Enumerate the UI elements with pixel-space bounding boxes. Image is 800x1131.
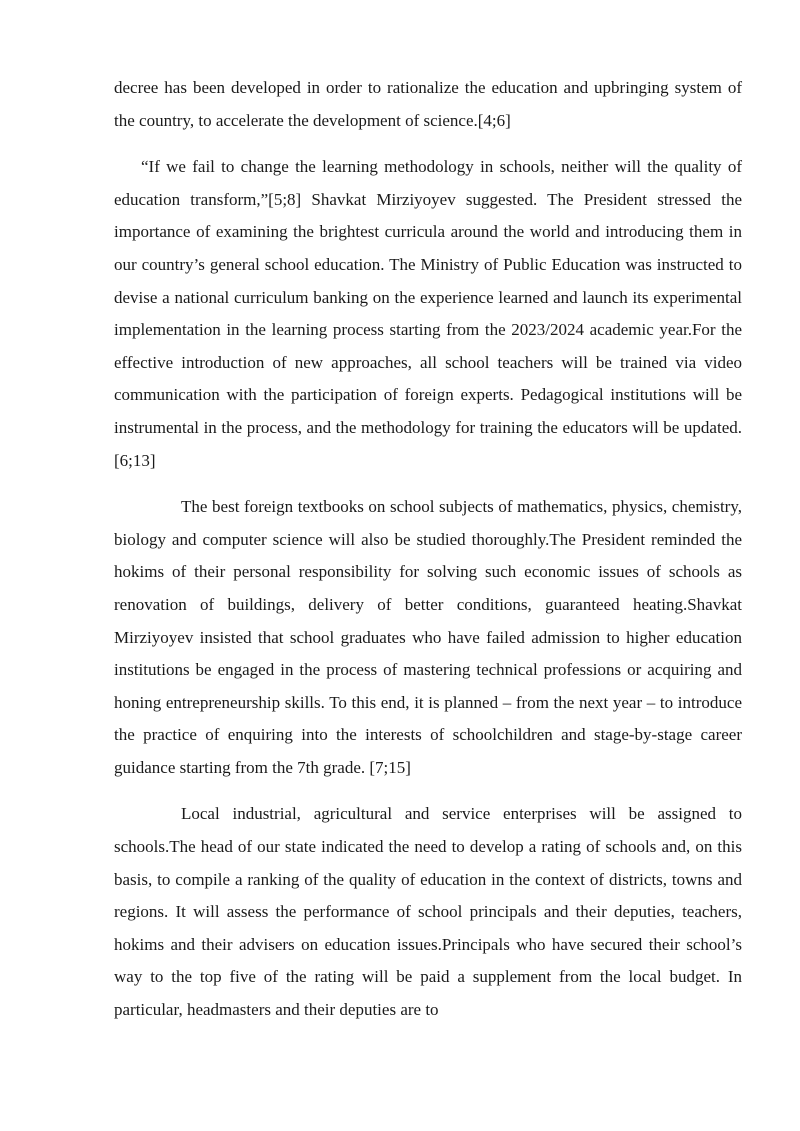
paragraph-decree: decree has been developed in order to rationalize the education and upbringing system of the country, to accelerate the development of science.[4;6] [114,78,742,130]
paragraph-local-enterprises: Local industrial, agricultural and service enterprises will be assigned to schools.The head of our state indicated the need to develop a rating of schools and, on this basis, to compile a ranking of the quality of education in the context of districts, towns and regions. It will assess the performance of school principals and their deputies, teachers, hokims and their advisers on education issues.Principals who have secured their school’s way to the top five of the rating will be paid a supplement from the local budget. In particular, headmasters and their deputies are to [114,804,742,1020]
document-page [114,72,742,1027]
paragraph-foreign-textbooks: The best foreign textbooks on school subjects of mathematics, physics, chemistry, biology and computer science will also be studied thoroughly.The President reminded the hokims of their personal responsibility for solving such economic issues of schools as renovation of buildings, delivery of better conditions, guaranteed heating.Shavkat Mirziyoyev insisted that school graduates who have failed admission to higher education institutions be engaged in the process of mastering technical professions or acquiring and honing entrepreneurship skills. To this end, it is planned – from the next year – to introduce the practice of enquiring into the interests of schoolchildren and stage-by-stage career guidance starting from the 7th grade. [7;15] [114,497,742,777]
paragraph-quote-methodology: “If we fail to change the learning methodology in schools, neither will the quality of education transform,”[5;8] Shavkat Mirziyoyev suggested. The President stressed the importance of examining the brightest curricula around the world and introducing them in our country’s general school education. The Ministry of Public Education was instructed to devise a national curriculum banking on the experience learned and launch its experimental implementation in the learning process starting from the 2023/2024 academic year.For the effective introduction of new approaches, all school teachers will be trained via video communication with the participation of foreign experts. Pedagogical institutions will be instrumental in the process, and the methodology for training the educators will be updated.[6;13] [114,157,742,470]
